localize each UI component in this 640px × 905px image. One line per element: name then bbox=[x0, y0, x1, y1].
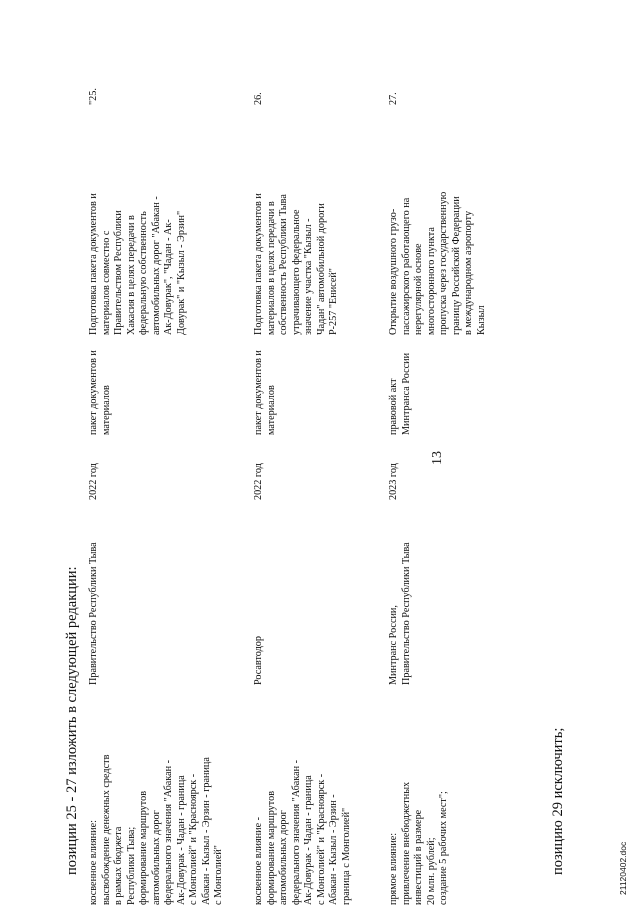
row-responsible: Минтранс России, Правительство Республики Тыва bbox=[388, 542, 412, 685]
row-activity: Открытие воздушного грузо- пассажирского работающего на нерегулярной основе многосторонного пункта пропуска через государственную границу Российской Федерации в международном аэропорту Кызыл bbox=[388, 191, 487, 335]
row-effect: прямое влияние: привлечение внебюджетных инвестиций в размере 20 млн. рублей; создание 5 рабочих мест"; bbox=[388, 781, 449, 905]
footer-filename: 21120402.doc bbox=[618, 841, 628, 895]
row-number: "25. bbox=[88, 88, 99, 105]
row-year: 2022 год bbox=[88, 463, 99, 500]
row-effect: косвенное влияние - формирование маршрутов автомобильных дорог федерального значения "Абакан - Ак-Довурак - Чадан - граница с Монголией" и "Красноярск - Абакан - Кызыл - Эрзин - граница с Монголией" bbox=[253, 759, 352, 905]
row-effect: косвенное влияние: высвобождение денежных средств в рамках бюджета Республики Тыва; формирование маршрутов автомобильных дорог федерального значения "Абакан - Ак-Довурак - Чадан - граница с Монголией" и "Красноярск - Абакан - Кызыл - Эрзин - граница с Монголией" bbox=[88, 754, 224, 905]
page-number: 13 bbox=[430, 451, 445, 465]
intro-text: позиции 25 - 27 изложить в следующей редакции: bbox=[64, 566, 80, 875]
row-document: правовой акт Минтранса России bbox=[388, 352, 412, 435]
row-responsible: Правительство Республики Тыва bbox=[88, 542, 99, 685]
row-number: 27. bbox=[388, 92, 399, 105]
row-document: пакет документов и материалов bbox=[253, 350, 277, 435]
row-document: пакет документов и материалов bbox=[88, 350, 112, 435]
row-year: 2022 год bbox=[253, 463, 264, 500]
row-responsible: Росавтодор bbox=[253, 636, 264, 685]
row-number: 26. bbox=[253, 92, 264, 105]
row-activity: Подготовка пакета документов и материалов совместно с Правительством Республики Хакасия в целях передачи в федеральную собственность автомобильных дорог "Абакан - Ак-Довурак", "Чадан - Ак- Довурак" и "Кызыл - Эрзин" bbox=[88, 193, 187, 335]
row-year: 2023 год bbox=[388, 463, 399, 500]
row-activity: Подготовка пакета документов и материалов в целях передачи в собственность Республики Тыва утрачивающего федеральное значение участка "Кызыл - Чадан" автомобильной дороги Р-257 "Енисей" bbox=[253, 193, 339, 335]
outro-text: позицию 29 исключить; bbox=[550, 727, 566, 875]
